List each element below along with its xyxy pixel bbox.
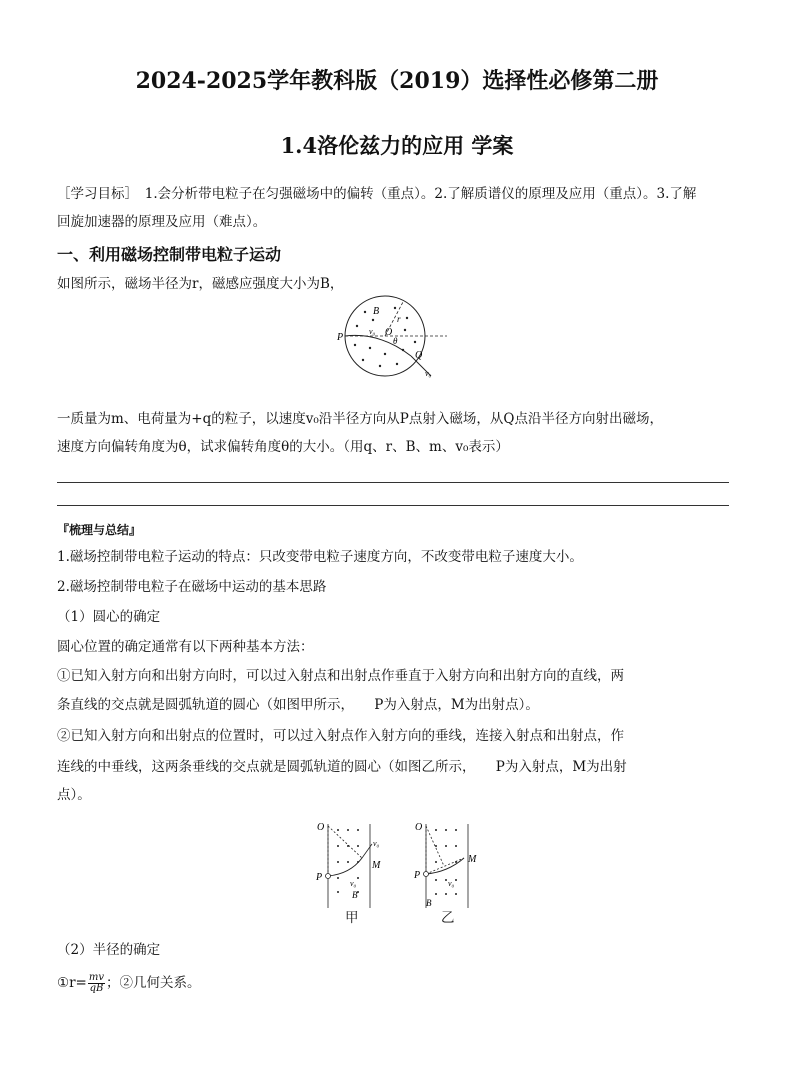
label-O: O [385, 327, 393, 338]
objectives-line-2: 回旋加速器的原理及应用（难点）。 [57, 214, 267, 230]
yi-label-P: P [414, 870, 421, 881]
radius-prefix: ①r= [57, 975, 87, 991]
radius-denominator: qB [89, 983, 104, 994]
jia-label-v0-out: v₀ [373, 839, 380, 848]
jia-label-O: O [317, 822, 325, 833]
methods-intro: 圆心位置的确定通常有以下两种基本方法： [57, 639, 314, 655]
radius-numerator: mv [88, 972, 105, 983]
jia-label-v0-in: v₀ [350, 879, 357, 888]
answer-line-1 [57, 482, 729, 483]
yi-label-v0: v₀ [448, 879, 455, 888]
figure1-intro: 如图所示，磁场半径为r，磁感应强度大小为B， [57, 276, 344, 292]
summary-item-1: 1.磁场控制带电粒子运动的特点：只改变带电粒子速度方向，不改变带电粒子速度大小。 [57, 549, 583, 565]
label-Q: Q [415, 350, 423, 361]
method2-line-2: 连线的中垂线，这两条垂线的交点就是圆弧轨道的圆心（如图乙所示， P为入射点，M为出射 [57, 759, 627, 775]
summary-item-2: 2.磁场控制带电粒子在磁场中运动的基本思路 [57, 579, 327, 595]
label-B: B [373, 306, 380, 317]
yi-label-B: B [426, 898, 432, 908]
caption-jia: 甲 [345, 910, 359, 926]
radius-formula [57, 973, 201, 994]
method2-line-3: 点）。 [57, 787, 91, 803]
label-theta: θ [393, 336, 398, 346]
method1-line-2: 条直线的交点就是圆弧轨道的圆心（如图甲所示， P为入射点，M为出射点）。 [57, 697, 539, 713]
yi-label-M: M [468, 854, 477, 865]
figure-jia [310, 816, 390, 916]
subsection-radius: （2）半径的确定 [57, 942, 161, 958]
magnetic-field-circle-figure [335, 290, 450, 382]
radius-fraction [88, 973, 105, 994]
subsection-center: （1）圆心的确定 [57, 609, 161, 625]
label-v0-out: v₀ [425, 369, 432, 378]
summary-heading: 『梳理与总结』 [57, 523, 142, 537]
answer-line-2 [57, 505, 729, 506]
label-P: P [337, 332, 344, 343]
yi-label-O: O [415, 822, 423, 833]
question-line-2: 速度方向偏转角度为θ，试求偏转角度θ的大小。（用q、r、B、m、v₀表示） [57, 439, 509, 455]
section-heading: 一、利用磁场控制带电粒子运动 [57, 245, 282, 264]
method1-line-1: ①已知入射方向和出射方向时，可以过入射点和出射点作垂直于入射方向和出射方向的直线，两 [57, 668, 624, 684]
label-v0-in: v₀ [369, 327, 376, 336]
jia-label-P: P [316, 872, 323, 883]
lesson-title: 1.4洛伦兹力的应用 学案 [280, 133, 514, 158]
objectives-line-1: ［学习目标］ 1.会分析带电粒子在匀强磁场中的偏转（重点）。2.了解质谱仪的原理及应用（重点）。3.了解 [57, 186, 697, 202]
label-r: r [397, 314, 401, 324]
caption-yi: 乙 [441, 910, 455, 926]
document-title: 2024-2025学年教科版（2019）选择性必修第二册 [135, 68, 659, 94]
jia-label-B: B [352, 890, 358, 900]
jia-label-M: M [372, 860, 381, 871]
question-line-1: 一质量为m、电荷量为+q的粒子，以速度v₀沿半径方向从P点射入磁场，从Q点沿半径方向射出磁场， [57, 411, 663, 427]
radius-suffix: ；②几何关系。 [106, 975, 201, 991]
method2-line-1: ②已知入射方向和出射点的位置时，可以过入射点作入射方向的垂线，连接入射点和出射点，作 [57, 728, 624, 744]
figure-yi [408, 816, 488, 916]
